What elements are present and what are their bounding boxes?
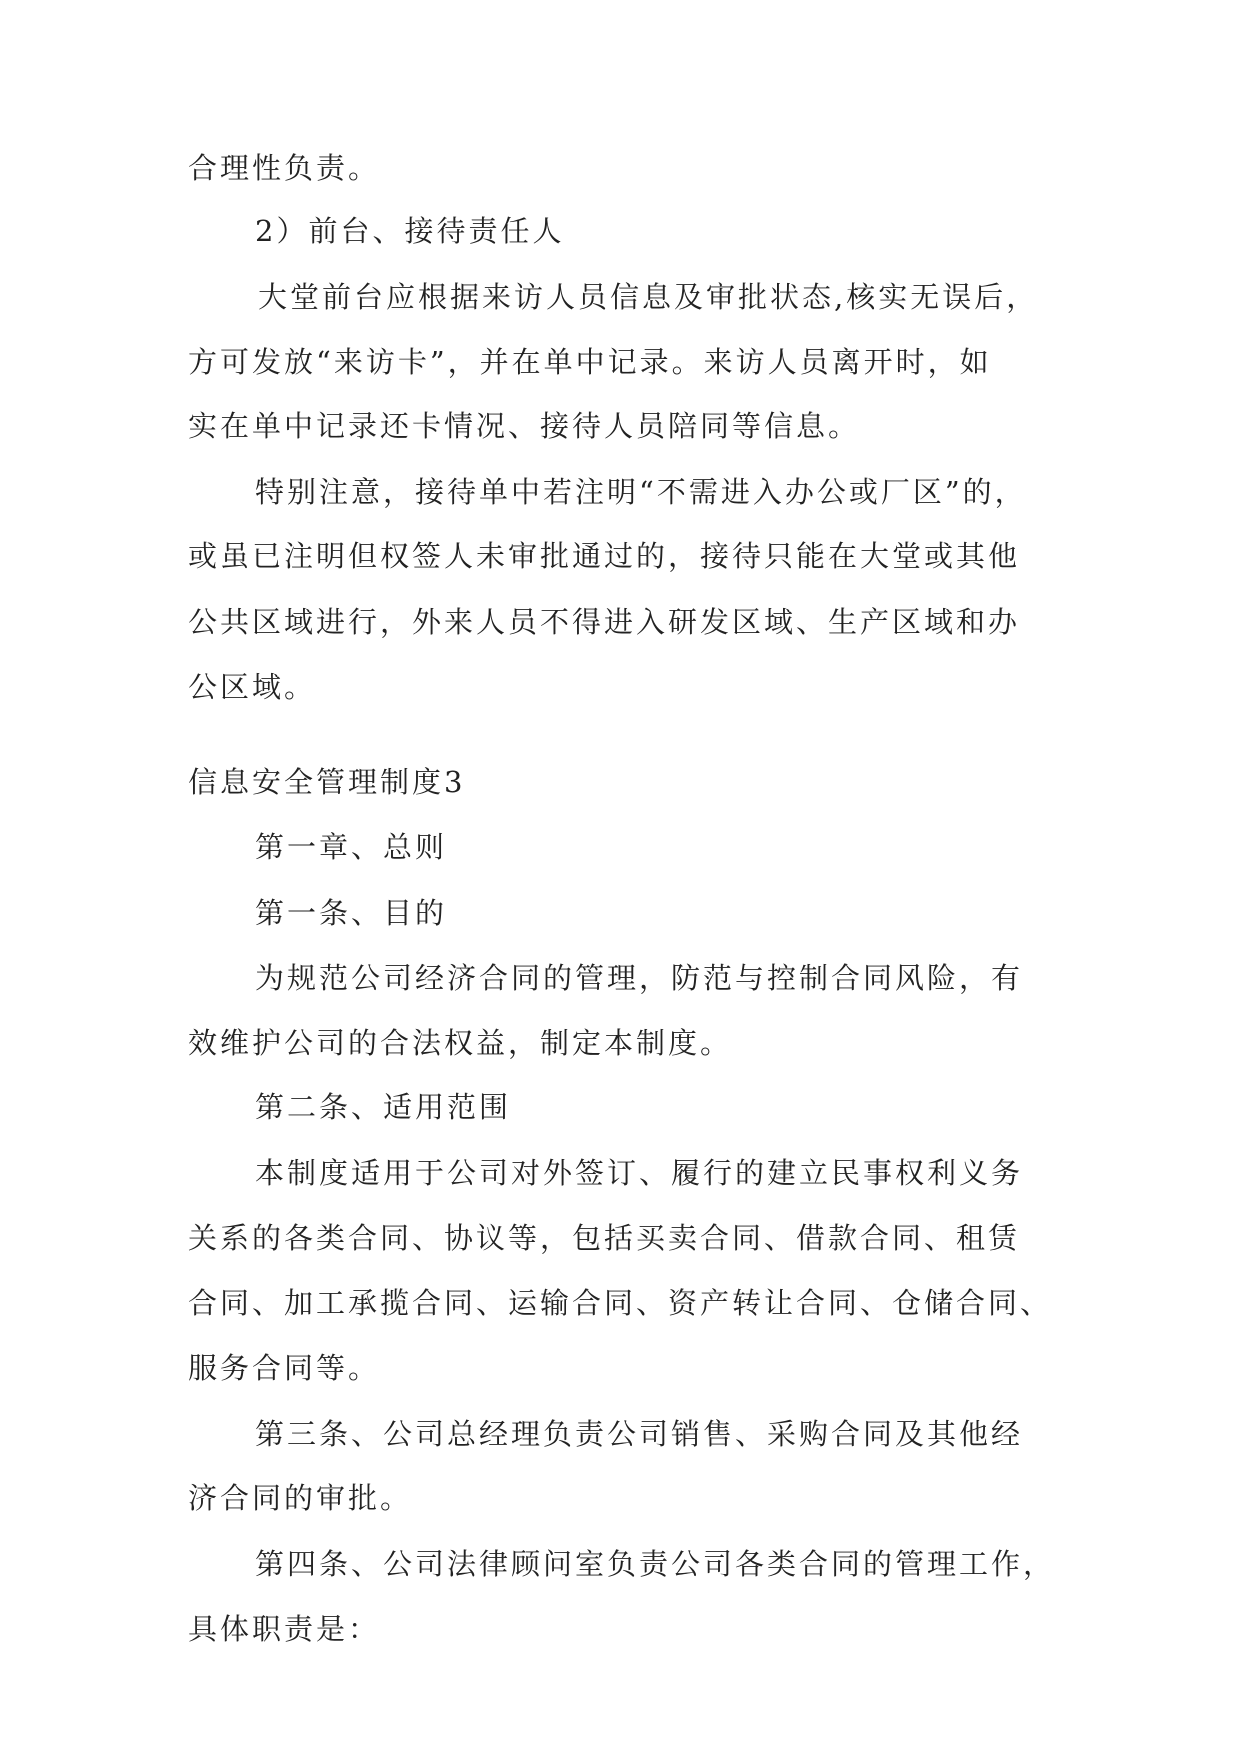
article-heading-2: 第二条、适用范围 (255, 1090, 512, 1124)
text-line-1: 合理性负责。 (188, 151, 381, 185)
text-line-2: 2）前台、接待责任人 (255, 214, 565, 248)
text-line-8: 公共区域进行，外来人员不得进入研发区域、生产区域和办 (188, 605, 1021, 639)
text-line-17: 关系的各类合同、协议等，包括买卖合同、借款合同、租赁 (188, 1221, 1021, 1255)
text-line-20: 第三条、公司总经理负责公司销售、采购合同及其他经 (255, 1417, 1024, 1451)
article-heading-1: 第一条、目的 (255, 896, 448, 930)
text-line-3: 大堂前台应根据来访人员信息及审批状态,核实无误后， (258, 280, 1039, 314)
text-line-21: 济合同的审批。 (188, 1481, 413, 1515)
text-line-18: 合同、加工承揽合同、运输合同、资产转让合同、仓储合同、 (188, 1286, 1053, 1320)
text-line-5: 实在单中记录还卡情况、接待人员陪同等信息。 (188, 409, 861, 443)
text-line-13: 为规范公司经济合同的管理，防范与控制合同风险，有 (255, 961, 1024, 995)
text-line-19: 服务合同等。 (188, 1351, 381, 1385)
text-line-9: 公区域。 (188, 670, 317, 704)
text-line-23: 具体职责是： (188, 1612, 381, 1646)
chapter-heading: 第一章、总则 (255, 830, 448, 864)
text-line-16: 本制度适用于公司对外签订、履行的建立民事权利义务 (255, 1156, 1024, 1190)
text-line-22: 第四条、公司法律顾问室负责公司各类合同的管理工作， (255, 1547, 1056, 1581)
text-line-7: 或虽已注明但权签人未审批通过的，接待只能在大堂或其他 (188, 539, 1021, 573)
text-line-6: 特别注意，接待单中若注明“不需进入办公或厂区”的， (255, 475, 1027, 509)
text-line-14: 效维护公司的合法权益，制定本制度。 (188, 1026, 733, 1060)
section-title: 信息安全管理制度3 (188, 765, 466, 799)
text-line-4: 方可发放“来访卡”，并在单中记录。来访人员离开时，如 (188, 345, 992, 379)
